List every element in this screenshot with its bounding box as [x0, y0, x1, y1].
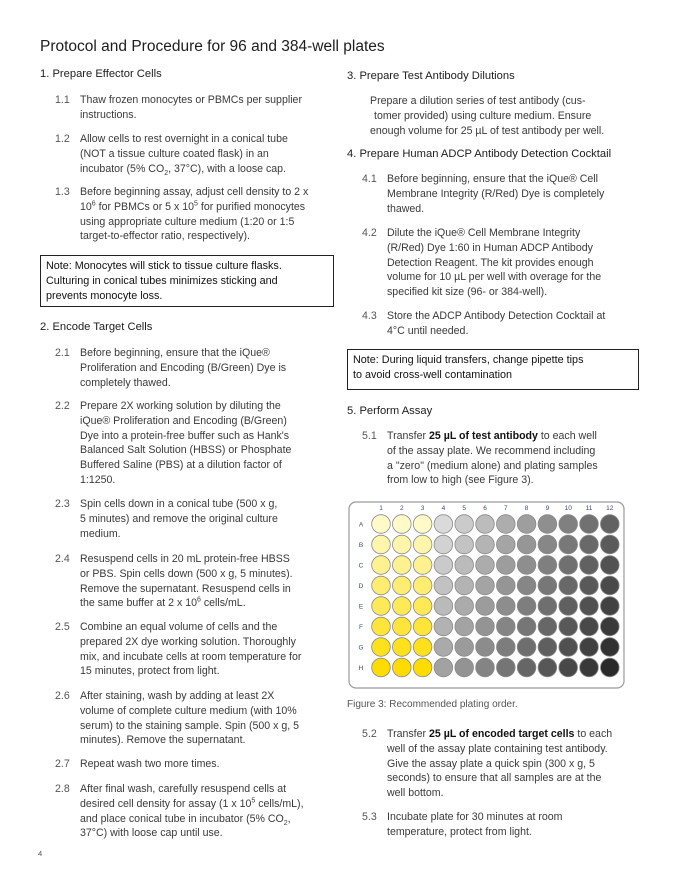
well-C1 [372, 556, 391, 575]
row-label: B [358, 542, 364, 549]
well-G5 [455, 638, 474, 657]
well-D4 [434, 576, 453, 595]
well-E1 [372, 597, 391, 616]
well-D1 [372, 576, 391, 595]
well-H5 [455, 658, 474, 677]
step-number: 2.4 [55, 553, 70, 565]
well-F10 [559, 617, 578, 636]
well-G10 [559, 638, 578, 657]
well-G2 [393, 638, 412, 657]
well-A7 [497, 515, 516, 534]
page-title: Protocol and Procedure for 96 and 384-well plates [40, 38, 385, 55]
well-A10 [559, 515, 578, 534]
well-A8 [517, 515, 536, 534]
figure-caption: Figure 3: Recommended plating order. [347, 699, 518, 710]
column-label: 2 [399, 505, 404, 512]
well-B3 [413, 535, 432, 554]
section-2-heading: 2. Encode Target Cells [40, 321, 153, 333]
page-number: 4 [38, 849, 43, 858]
well-D7 [497, 576, 516, 595]
step-text: incubator (5% $CO_2$, 37°C), with a loose cap. [80, 162, 286, 177]
well-E9 [538, 597, 557, 616]
well-H10 [559, 658, 578, 677]
column-label: 7 [503, 505, 508, 512]
well-A12 [601, 515, 620, 534]
well-A9 [538, 515, 557, 534]
step-number: 2.3 [55, 498, 70, 510]
well-C10 [559, 556, 578, 575]
well-H4 [434, 658, 453, 677]
well-A2 [393, 515, 412, 534]
well-F7 [497, 617, 516, 636]
well-C3 [413, 556, 432, 575]
well-A4 [434, 515, 453, 534]
row-label: E [358, 603, 364, 611]
step-text: (NOT a tissue culture coated flask) in an [80, 147, 269, 160]
column-label: 11 [585, 505, 593, 512]
step-text: using appropriate culture medium (1:20 or 1:5 [80, 215, 295, 228]
well-B8 [517, 535, 536, 554]
well-E6 [476, 597, 495, 616]
step-number: 2.5 [55, 621, 70, 633]
step-text: Before beginning assay, adjust cell density to 2 x [80, 186, 309, 198]
column-label: 8 [524, 505, 529, 512]
well-C6 [476, 556, 495, 575]
well-H2 [393, 658, 412, 677]
section-3-text: Prepare a dilution series of test antibody (cus- tomer provided) using culture medium. Ensure enough volume for 25 µL of test antibody per well. [370, 95, 605, 137]
step-number: 1.1 [55, 94, 70, 106]
well-C11 [580, 556, 599, 575]
well-D11 [580, 576, 599, 595]
well-B4 [434, 535, 453, 554]
well-D8 [517, 576, 536, 595]
well-G8 [517, 638, 536, 657]
well-B7 [497, 535, 516, 554]
well-C4 [434, 556, 453, 575]
well-B6 [476, 535, 495, 554]
well-H6 [476, 658, 495, 677]
row-label: D [358, 583, 364, 590]
well-C9 [538, 556, 557, 575]
well-A1 [372, 515, 391, 534]
step-number: 5.3 [362, 811, 377, 823]
well-D10 [559, 576, 578, 595]
well-B1 [372, 535, 391, 554]
well-D9 [538, 576, 557, 595]
well-B11 [580, 535, 599, 554]
step-number: 1.3 [55, 186, 70, 198]
step-number: 2.2 [55, 400, 70, 412]
well-E10 [559, 597, 578, 616]
well-C7 [497, 556, 516, 575]
column-label: 4 [441, 505, 446, 512]
section-5-heading: 5. Perform Assay [347, 405, 433, 417]
column-label: 3 [420, 505, 425, 512]
step-number: 2.7 [55, 758, 70, 770]
well-E12 [601, 597, 620, 616]
well-F5 [455, 617, 474, 636]
step-number: 1.2 [55, 133, 70, 145]
column-label: 12 [606, 505, 614, 512]
well-E8 [517, 597, 536, 616]
well-F2 [393, 617, 412, 636]
well-plate-figure [347, 500, 627, 690]
step-number: 5.2 [362, 728, 377, 740]
step-number: 5.1 [362, 430, 377, 442]
step-number: 2.6 [55, 690, 70, 702]
well-E5 [455, 597, 474, 616]
well-H3 [413, 658, 432, 677]
well-C2 [393, 556, 412, 575]
well-B5 [455, 535, 474, 554]
well-D6 [476, 576, 495, 595]
step-text: $10^6$ for PBMCs or 5 x $10^5$ for purified monocytes [80, 200, 306, 213]
well-H7 [497, 658, 516, 677]
well-F3 [413, 617, 432, 636]
well-G9 [538, 638, 557, 657]
row-label: F [359, 624, 363, 631]
section-4-heading: 4. Prepare Human ADCP Antibody Detection Cocktail [347, 148, 612, 160]
well-F9 [538, 617, 557, 636]
row-label: G [358, 644, 364, 652]
row-label: A [358, 521, 364, 529]
section-1-heading: 1. Prepare Effector Cells [40, 68, 162, 80]
well-G7 [497, 638, 516, 657]
column-label: 10 [564, 505, 572, 512]
well-G3 [413, 638, 432, 657]
step-text: instructions. [80, 108, 137, 121]
well-F8 [517, 617, 536, 636]
step-number: 4.3 [362, 310, 377, 322]
well-H12 [601, 658, 620, 677]
well-G11 [580, 638, 599, 657]
step-number: 4.1 [362, 173, 377, 185]
well-G12 [601, 638, 620, 657]
column-label: 1 [379, 505, 383, 512]
well-H9 [538, 658, 557, 677]
well-C8 [517, 556, 536, 575]
step-text: Allow cells to rest overnight in a conical tube [80, 133, 288, 145]
step-text: Thaw frozen monocytes or PBMCs per supplier [80, 94, 302, 106]
well-B9 [538, 535, 557, 554]
well-B12 [601, 535, 620, 554]
step-number: 4.2 [362, 227, 377, 239]
well-C12 [601, 556, 620, 575]
well-G4 [434, 638, 453, 657]
column-label: 9 [545, 505, 550, 512]
well-G1 [372, 638, 391, 657]
well-B10 [559, 535, 578, 554]
well-A5 [455, 515, 474, 534]
well-H8 [517, 658, 536, 677]
well-E3 [413, 597, 432, 616]
well-B2 [393, 535, 412, 554]
well-F1 [372, 617, 391, 636]
row-label: C [358, 562, 364, 570]
note-pipette-tips: Note: During liquid transfers, change pipette tips to avoid cross-well contamination [347, 349, 639, 390]
well-D2 [393, 576, 412, 595]
well-D5 [455, 576, 474, 595]
well-H11 [580, 658, 599, 677]
well-E4 [434, 597, 453, 616]
well-A11 [580, 515, 599, 534]
note-monocytes: Note: Monocytes will stick to tissue culture flasks. Culturing in conical tubes minimizes sticking and prevents monocyte loss. [40, 255, 334, 307]
section-3-heading: 3. Prepare Test Antibody Dilutions [347, 70, 515, 82]
step-text: target-to-effector ratio, respectively). [80, 230, 250, 243]
step-number: 2.1 [55, 347, 70, 359]
well-A3 [413, 515, 432, 534]
well-D3 [413, 576, 432, 595]
well-F6 [476, 617, 495, 636]
well-F12 [601, 617, 620, 636]
well-H1 [372, 658, 391, 677]
well-F11 [580, 617, 599, 636]
well-F4 [434, 617, 453, 636]
well-D12 [601, 576, 620, 595]
step-number: 2.8 [55, 783, 70, 795]
row-label: H [358, 665, 364, 672]
column-label: 6 [483, 505, 487, 512]
well-G6 [476, 638, 495, 657]
well-E7 [497, 597, 516, 616]
column-label: 5 [462, 505, 467, 512]
well-E11 [580, 597, 599, 616]
well-A6 [476, 515, 495, 534]
well-C5 [455, 556, 474, 575]
well-E2 [393, 597, 412, 616]
